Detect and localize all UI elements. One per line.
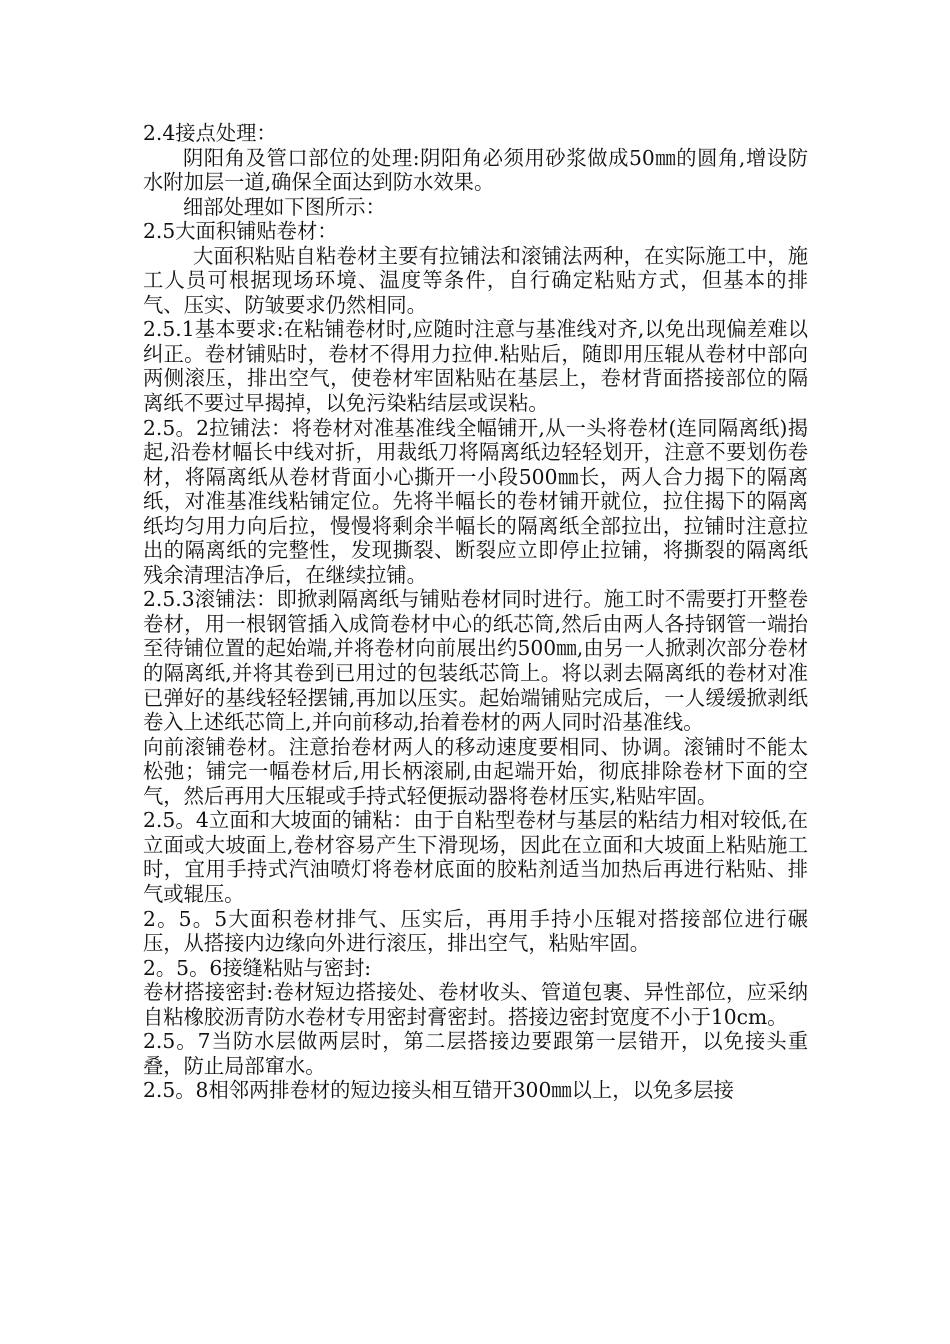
paragraph-2-5-8: 2.5。8相邻两排卷材的短边接头相互错开300㎜以上，以免多层接 bbox=[143, 1078, 734, 1103]
paragraph-corner-treatment: 阴阳角及管口部位的处理:阴阳角必须用砂浆做成50㎜的圆角,增设防水附加层一道,确保全面达到防水效果。 bbox=[143, 145, 808, 195]
document-body bbox=[143, 121, 808, 1103]
paragraph-2-5-2: 2.5。2拉铺法：将卷材对准基准线全幅铺开,从一头将卷材(连同隔离纸)揭起,沿卷材幅长中线对折，用裁纸刀将隔离纸边轻轻划开，注意不要划伤卷材，将隔离纸从卷材背面小心撕开一小段500㎜长，两人合力揭下的隔离纸，对准基准线粘铺定位。先将半幅长的卷材铺开就位，拉住揭下的隔离纸均匀用力向后拉，慢慢将剩余半幅长的隔离纸全部拉出，拉铺时注意拉出的隔离纸的完整性，发现撕裂、断裂应立即停止拉铺，将撕裂的隔离纸残余清理洁净后，在继续拉铺。 bbox=[143, 415, 808, 587]
section-heading-2-5: 2.5大面积铺贴卷材： bbox=[143, 219, 338, 244]
paragraph-seam-sealing: 卷材搭接密封:卷材短边搭接处、卷材收头、管道包裹、异性部位，应采纳自粘橡胶沥青防水卷材专用密封膏密封。搭接边密封宽度不小于10cm。 bbox=[143, 980, 808, 1029]
paragraph-2-5-6: 2。5。6接缝粘贴与密封: bbox=[143, 955, 372, 980]
paragraph-2-5-1: 2.5.1基本要求:在粘铺卷材时,应随时注意与基准线对齐,以免出现偏差难以纠正。卷材铺贴时，卷材不得用力拉伸.粘贴后，随即用压辊从卷材中部向两侧滚压，排出空气，使卷材牢固粘贴在基层上，卷材背面搭接部位的隔离纸不要过早揭掉，以免污染粘结层或误粘。 bbox=[143, 317, 808, 416]
paragraph-2-5-7: 2.5。7当防水层做两层时，第二层搭接边要跟第一层错开，以免接头重叠，防止局部窜水。 bbox=[143, 1029, 808, 1078]
paragraph-large-area-intro: 大面积粘贴自粘卷材主要有拉铺法和滚铺法两种，在实际施工中，施工人员可根据现场环境、温度等条件，自行确定粘贴方式，但基本的排气、压实、防皱要求仍然相同。 bbox=[143, 243, 808, 317]
section-heading-2-4: 2.4接点处理： bbox=[143, 121, 277, 145]
paragraph-detail-note: 细部处理如下图所示： bbox=[183, 194, 386, 219]
paragraph-2-5-5: 2。5。5大面积卷材排气、压实后，再用手持小压辊对搭接部位进行碾压，从搭接内边缘向外进行滚压，排出空气，粘贴牢固。 bbox=[143, 906, 808, 956]
paragraph-2-5-4: 2.5。4立面和大坡面的铺粘：由于自粘型卷材与基层的粘结力相对较低,在立面或大坡面上,卷材容易产生下滑现场，因此在立面和大坡面上粘贴施工时，宜用手持式汽油喷灯将卷材底面的胶粘剂适当加热后再进行粘贴、排气或辊压。 bbox=[143, 808, 808, 906]
paragraph-rolling-continued: 向前滚铺卷材。注意抬卷材两人的移动速度要相同、协调。滚铺时不能太松弛；铺完一幅卷材后,用长柄滚刷,由起端开始，彻底排除卷材下面的空气，然后再用大压辊或手持式轻便振动器将卷材压实,粘贴牢固。 bbox=[143, 734, 808, 808]
paragraph-2-5-3: 2.5.3滚铺法：即掀剥隔离纸与铺贴卷材同时进行。施工时不需要打开整卷卷材，用一根钢管插入成筒卷材中心的纸芯筒,然后由两人各持钢管一端抬至待铺位置的起始端,并将卷材向前展出约500㎜,由另一人掀剥次部分卷材的隔离纸,并将其卷到已用过的包装纸芯筒上。将以剥去隔离纸的卷材对准已弹好的基线轻轻摆铺,再加以压实。起始端铺贴完成后，一人缓缓掀剥纸卷入上述纸芯筒上,并向前移动,抬着卷材的两人同时沿基准线。 bbox=[143, 587, 808, 735]
